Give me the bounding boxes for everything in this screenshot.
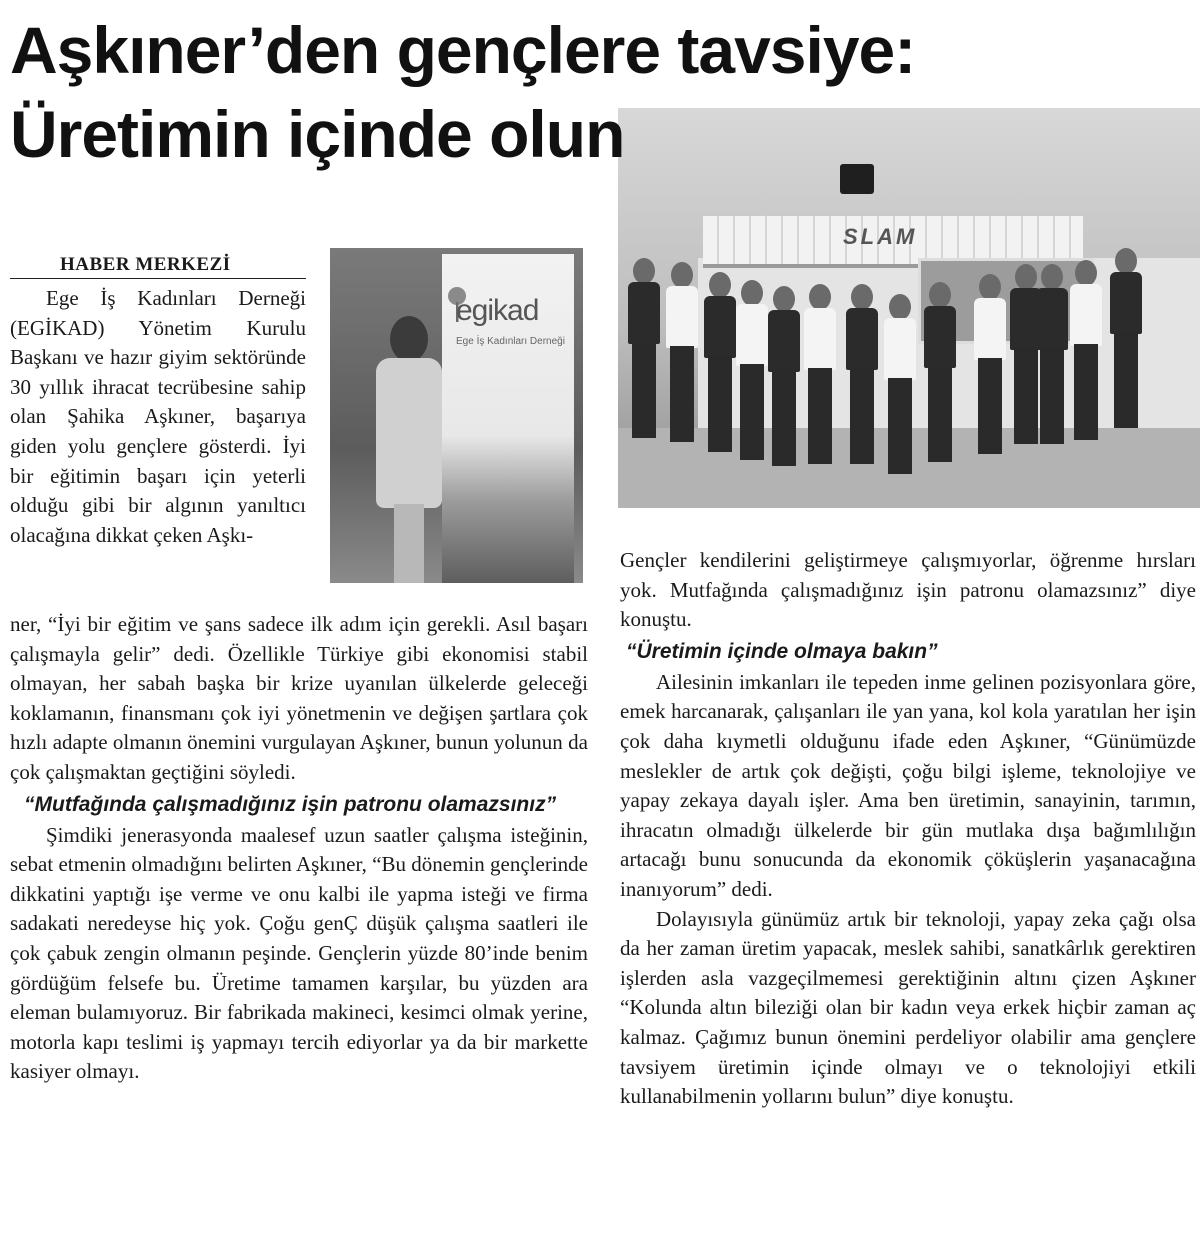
paragraph: Şimdiki jenerasyonda maalesef uzun saatler çalışma isteğinin, sebat etmenin olmadığını belirten Aşkıner, “Bu dönemin gençlerinde dikkatini yaptığı işe verme ve onu kalbi ile yapma isteği ve firma sadakati neredeyse hiç yok. Çoğu genÇ düşük çalışma saatleri ile çok çabuk zengin olmanın peşinde. Gençlerin yüzde 80’inde benim gördüğüm felsefe bu. Üretime tamamen karşılar, bu yüzden ara eleman bulamıyoruz. Bir fabrikada makineci, kesimci olmak yerine, motorla kapı teslimi iş yapmayı tercih ediyorlar ya da bir markette kasiyer olmayı. (10, 822, 588, 1084)
paragraph: Gençler kendilerini geliştirmeye çalışmıyorlar, öğrenme hırsları yok. Mutfağında çalışmadığınız işin patronu olamazsınız” diye konuştu. (620, 548, 1196, 632)
woman-dress (376, 358, 442, 508)
portrait-photo (330, 248, 583, 583)
egikad-logo: egikad (456, 294, 539, 327)
headline (10, 8, 915, 176)
woman-head (390, 316, 428, 362)
article-column-narrow (10, 284, 306, 550)
woman-legs (394, 504, 424, 583)
egikad-logo-subtitle: Ege İş Kadınları Derneği (456, 336, 565, 347)
egikad-banner (442, 254, 574, 583)
headline-line-1: Aşkıner’den gençlere tavsiye: (10, 13, 916, 87)
byline: HABER MERKEZİ (10, 254, 306, 279)
article-column-right (620, 546, 1196, 1112)
paragraph: Ailesinin imkanları ile tepeden inme gelinen pozisyonlara göre, emek harcanarak, çalışanları ile yan yana, kol kola yaratılan her işin çok daha kıymetli olduğunu ifade eden Aşkıner, “Günümüzde meslekler de artık çok değişti, çoğu bilgi işleme, teknolojiye ve yapay zekaya dayalı işler. Ama ben üretimin, sanayinin, tarımın, ihracatın olmadığı ülkelerde bir gün mutlaka dışa bağımlılığın artacağı bunu sonucunda da ekonomik çöküşlerin yaşanacağına inanıyorum” dedi. (620, 669, 1196, 901)
paragraph: Ege İş Kadınları Derneği (EGİKAD) Yönetim Kurulu Başkanı ve hazır giyim sektöründe 30 yıllık ihracat tecrübesine sahip olan Şahika Aşkıner, başarıya giden yolu gençlere gösterdi. İyi bir eğitimin başarı için yeterli olduğu gibi bir algının yanıltıcı olacağına dikkat çeken Aşkı- (10, 286, 306, 547)
subheading: “Mutfağında çalışmadığınız işin patronu olamazsınız” (24, 792, 557, 816)
awning-sign: SLAM (843, 224, 918, 249)
subheading: “Üretimin içinde olmaya bakın” (626, 639, 938, 663)
paragraph: Dolayısıyla günümüz artık bir teknoloji, yapay zeka çağı olsa da her zaman üretim yapacak, meslek sahibi, sanatkârlık gerektiren işlerden asla vazgeçilmemesi gerektiğinin altını çizen Aşkıner “Kolunda altın bileziği olan bir kadın veya erkek hiçbir zaman aç kalmaz. Çağımız bunun önemini perdeliyor olabilir ama gençlere tavsiyem üretimin içinde olmayı ve o teknolojiyi etkili kullanabilmenin yollarını bulun” diye konuştu. (620, 906, 1196, 1109)
paragraph: ner, “İyi bir eğitim ve şans sadece ilk adım için gerekli. Asıl başarı çalışmayla gelir” dedi. Özellikle Türkiye gibi ekonomisi stabil olmayan, her sabah başka bir krize uyanılan ülkelerde geleceği koklamanın, finansmanı çok iyi yönetmenin ve değişen şartlara çok hızlı adapte olmanın önemini vurgulayan Aşkıner, bunun yolunun da çok çalışmaktan geçtiğini söyledi. (10, 612, 588, 784)
article-column-left (10, 610, 588, 1087)
headline-line-2: Üretimin içinde olun (10, 97, 625, 171)
